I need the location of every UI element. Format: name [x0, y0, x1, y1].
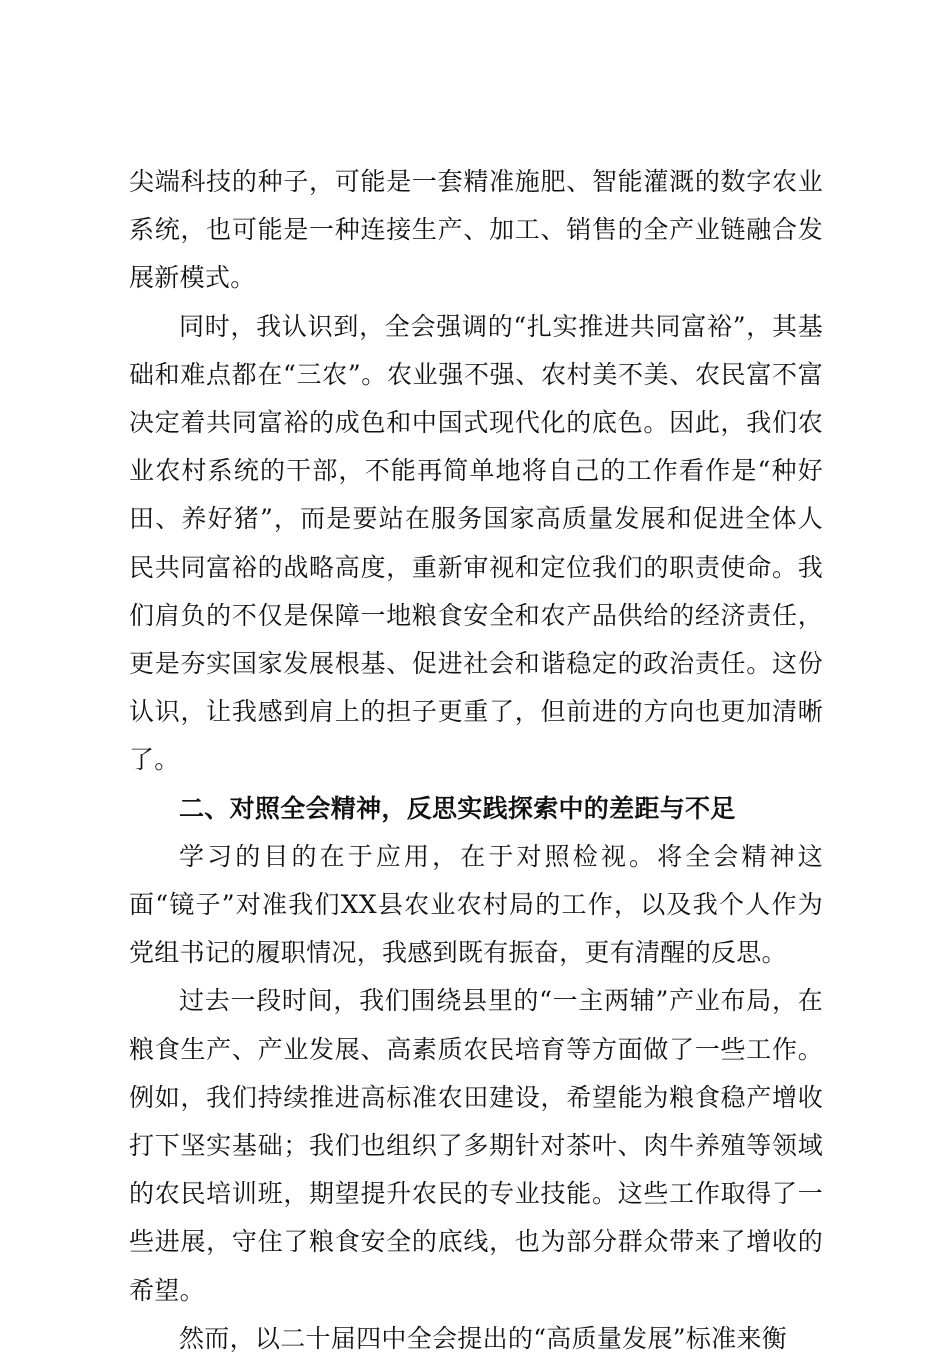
paragraph-common-prosperity: 同时，我认识到，全会强调的“扎实推进共同富裕”，其基础和难点都在“三农”。农业强不强、农村美不美、农民富不富决定着共同富裕的成色和中国式现代化的底色。因此，我们农业农村系统的干部，不能再简单地将自己的工作看作是“种好田、养好猪”，而是要站在服务国家高质量发展和促进全体人民共同富裕的战略高度，重新审视和定位我们的职责使命。我们肩负的不仅是保障一地粮食安全和农产品供给的经济责任，更是夯实国家发展根基、促进社会和谐稳定的政治责任。这份认识，让我感到肩上的担子更重了，但前进的方向也更加清晰了。 — [129, 311, 823, 775]
paragraph-continuation: 尖端科技的种子，可能是一套精准施肥、智能灌溉的数字农业系统，也可能是一种连接生产、加工、销售的全产业链融合发展新模式。 — [129, 167, 823, 293]
paragraph-self-review: 学习的目的在于应用，在于对照检视。将全会精神这面“镜子”对准我们XX县农业农村局的工作，以及我个人作为党组书记的履职情况，我感到既有振奋，更有清醒的反思。 — [129, 841, 823, 968]
paragraph-however: 然而，以二十届四中全会提出的“高质量发展”标准来衡 — [179, 1323, 788, 1353]
paragraph-past-work: 过去一段时间，我们围绕县里的“一主两辅”产业布局，在粮食生产、产业发展、高素质农民培育等方面做了一些工作。例如，我们持续推进高标准农田建设，希望能为粮食稳产增收打下坚实基础；我们也组织了多期针对茶叶、肉牛养殖等领域的农民培训班，期望提升农民的专业技能。这些工作取得了一些进展，守住了粮食安全的底线，也为部分群众带来了增收的希望。 — [129, 986, 823, 1305]
section-heading-2: 二、对照全会精神，反思实践探索中的差距与不足 — [179, 793, 736, 823]
document-body — [129, 158, 823, 1363]
